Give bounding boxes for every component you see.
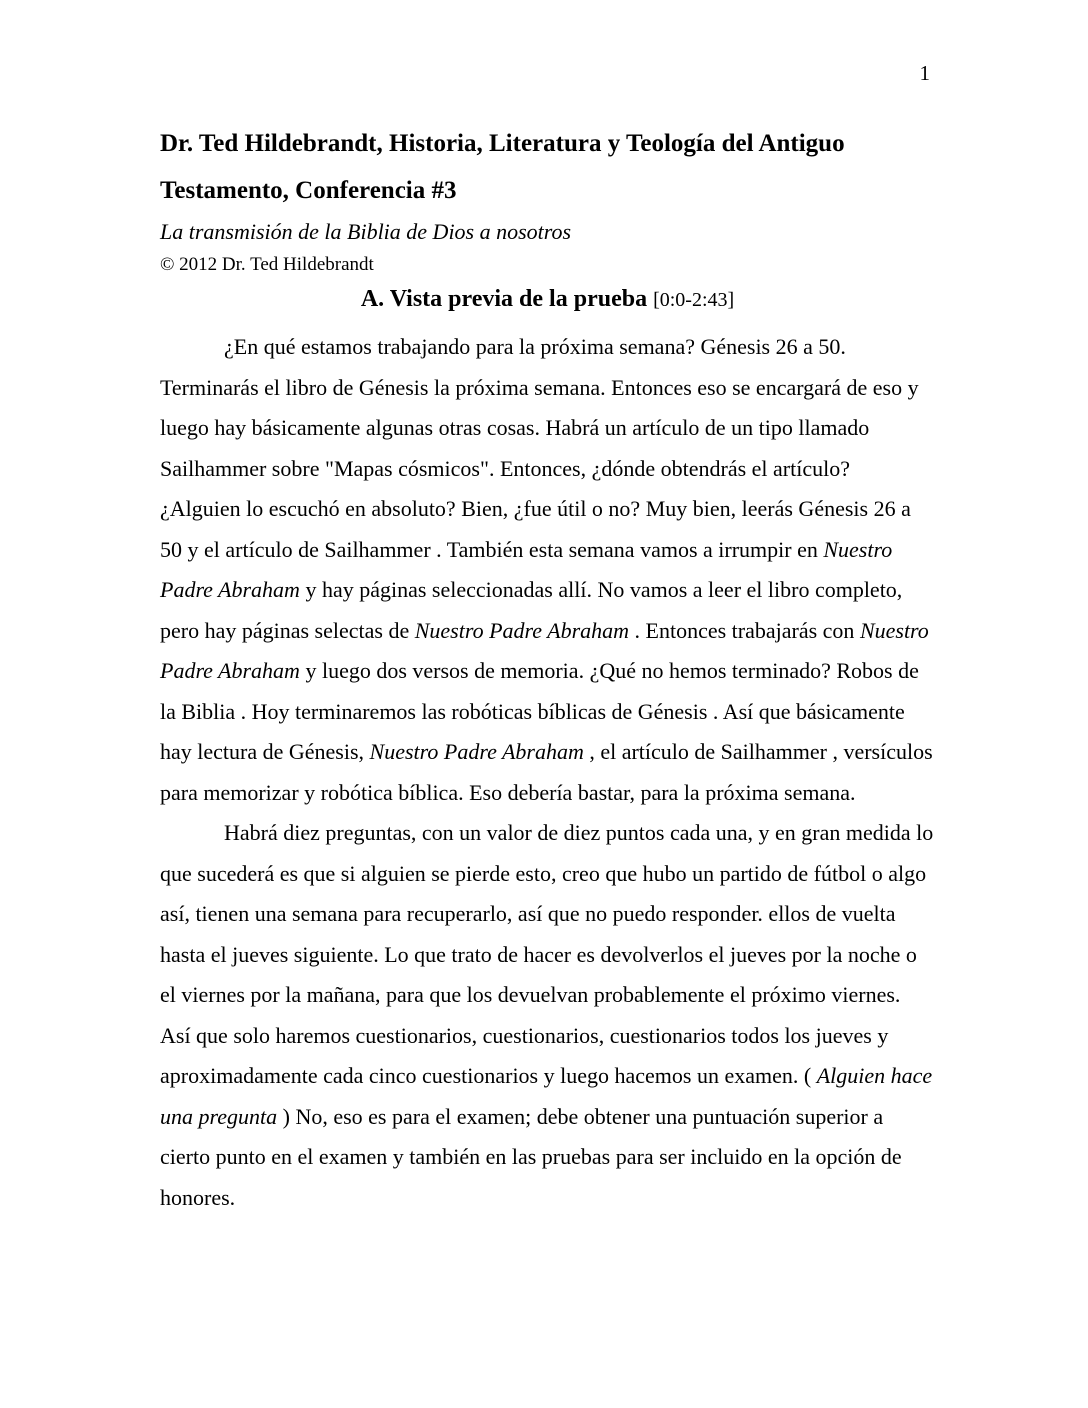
page-number: 1 [919,61,930,85]
document-subtitle: La transmisión de la Biblia de Dios a nosotros [160,219,572,244]
document-title: Dr. Ted Hildebrandt, Historia, Literatura y Teología del Antiguo Testamento, Conferencia #3 [160,130,845,204]
italic-run: Nuestro Padre Abraham [414,617,630,643]
body-paragraphs [160,327,935,1218]
text-run: . Entonces trabajarás con [629,617,860,643]
section-heading-text: A. Vista previa de la prueba [360,286,648,312]
text-run: ) No, eso es para el examen; debe obtener una puntuación superior a cierto punto en el examen y también en las pruebas para ser incluido en la opción de honores. [160,1103,902,1210]
text-run: y luego dos versos de memoria. ¿Qué no hemos terminado? Robos de la Biblia . Hoy terminaremos las robóticas bíblicas de Génesis . Así que básicamente hay lectura de Génesis, [160,658,919,764]
paragraph [160,813,935,1218]
text-run: , el artículo de Sailhammer , versículos para memorizar y robótica bíblica. Eso debería bastar, para la próxima semana. [160,739,933,805]
section-timestamp: [0:0-2:43] [653,289,735,311]
text-run: ¿En qué estamos trabajando para la próxima semana? Génesis 26 a 50. Terminarás el libro de Génesis la próxima semana. Entonces eso se encargará de eso y luego hay básicamente algunas otras cosas. Habrá un artículo de un tipo llamado Sailhammer sobre "Mapas cósmicos". Entonces, ¿dónde obtendrás el artículo? ¿Alguien lo escuchó en absoluto? Bien, ¿fue útil o no? Muy bien, leerás Génesis 26 a 50 y el artículo de Sailhammer . También esta semana vamos a irrumpir en [160,334,919,562]
copyright-line: © 2012 Dr. Ted Hildebrandt [160,254,374,275]
italic-run: Nuestro Padre Abraham [160,536,893,602]
italic-run: Nuestro Padre Abraham [160,617,929,683]
text-run: Habrá diez preguntas, con un valor de diez puntos cada una, y en gran medida lo que sucederá es que si alguien se pierde esto, creo que hubo un partido de fútbol o algo así, tienen una semana para recuperarlo, así que no puedo responder. ellos de vuelta hasta el jueves siguiente. Lo que trato de hacer es devolverlos el jueves por la noche o el viernes por la mañana, para que los devuelvan probablemente el próximo viernes. Así que solo haremos cuestionarios, cuestionarios, cuestionarios todos los jueves y aproximadamente cada cinco cuestionarios y luego hacemos un examen. ( [160,820,934,1088]
page-content [160,120,935,1218]
paragraph [160,327,935,813]
text-run: y hay páginas seleccionadas allí. No vamos a leer el libro completo, pero hay páginas selectas de [160,577,903,643]
section-heading [160,280,935,321]
italic-run: Alguien hace una pregunta [160,1063,933,1129]
italic-run: Nuestro Padre Abraham [369,739,584,764]
